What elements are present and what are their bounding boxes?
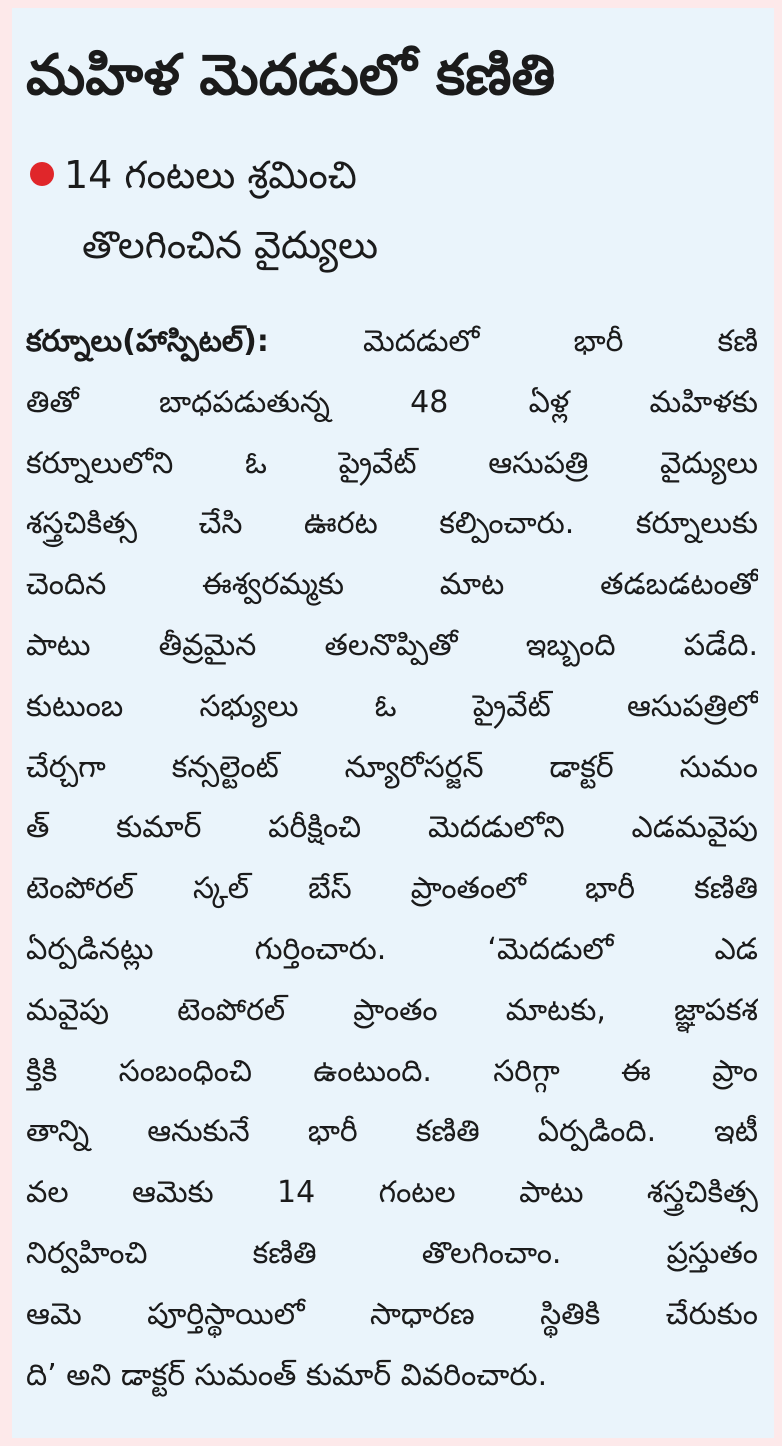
body-line: తితో బాధపడుతున్న 48 ఏళ్ల మహిళకు xyxy=(26,384,758,420)
body-line: కర్నూలులోని ఓ ప్రైవేట్ ఆసుపత్రి వైద్యులు xyxy=(26,445,758,481)
body-line xyxy=(26,312,758,373)
body-line: ఆమె పూర్తిస్థాయిలో సాధారణ స్థితికి చేరుకుం xyxy=(26,1296,758,1332)
article-headline: మహిళ మెదడులో కణితి xyxy=(26,43,556,108)
body-line: నిర్వహించి కణితి తొలగించాం. ప్రస్తుతం xyxy=(26,1235,758,1271)
body-line-text: మెదడులో భారీ కణి xyxy=(268,324,758,359)
body-line: టెంపోరల్ స్కల్ బేస్ ప్రాంతంలో భారీ కణితి xyxy=(26,871,758,907)
newspaper-clipping xyxy=(12,8,774,1438)
body-line: చెందిన ఈశ్వరమ్మకు మాట తడబడటంతో xyxy=(26,567,758,603)
body-line: శస్త్రచికిత్స చేసి ఊరట కల్పించారు. కర్నూలుకు xyxy=(26,506,758,542)
body-line: పాటు తీవ్రమైన తలనొప్పితో ఇబ్బంది పడేది. xyxy=(26,627,758,663)
red-bullet-icon xyxy=(30,162,54,186)
subheadline-line: తొలగించిన వైద్యులు xyxy=(82,223,379,267)
subheadline-line: 14 గంటలు శ్రమించి xyxy=(64,153,357,197)
body-line: కుటుంబ సభ్యులు ఓ ప్రైవేట్ ఆసుపత్రిలో xyxy=(26,688,758,724)
body-line: ఏర్పడినట్లు గుర్తించారు. ‘మెదడులో ఎడ xyxy=(26,931,758,967)
dateline: కర్నూలు(హాస్పిటల్): xyxy=(26,324,269,359)
body-line: మవైపు టెంపోరల్ ప్రాంతం మాటకు, జ్ఞాపకశ xyxy=(26,992,758,1028)
body-line: క్తికి సంబంధించి ఉంటుంది. సరిగ్గా ఈ ప్రాం xyxy=(26,1053,758,1089)
body-line: తాన్ని ఆనుకునే భారీ కణితి ఏర్పడింది. ఇటీ xyxy=(26,1114,758,1150)
body-line: ది’ అని డాక్టర్ సుమంత్ కుమార్ వివరించారు. xyxy=(26,1357,548,1393)
body-line: చేర్చగా కన్సల్టెంట్ న్యూరోసర్జన్ డాక్టర్ సుమం xyxy=(26,749,758,785)
body-line: వల ఆమెకు 14 గంటల పాటు శస్త్రచికిత్స xyxy=(26,1175,758,1211)
article-body xyxy=(26,312,758,1406)
body-line: త్ కుమార్ పరీక్షించి మెదడులోని ఎడమవైపు xyxy=(26,810,758,846)
